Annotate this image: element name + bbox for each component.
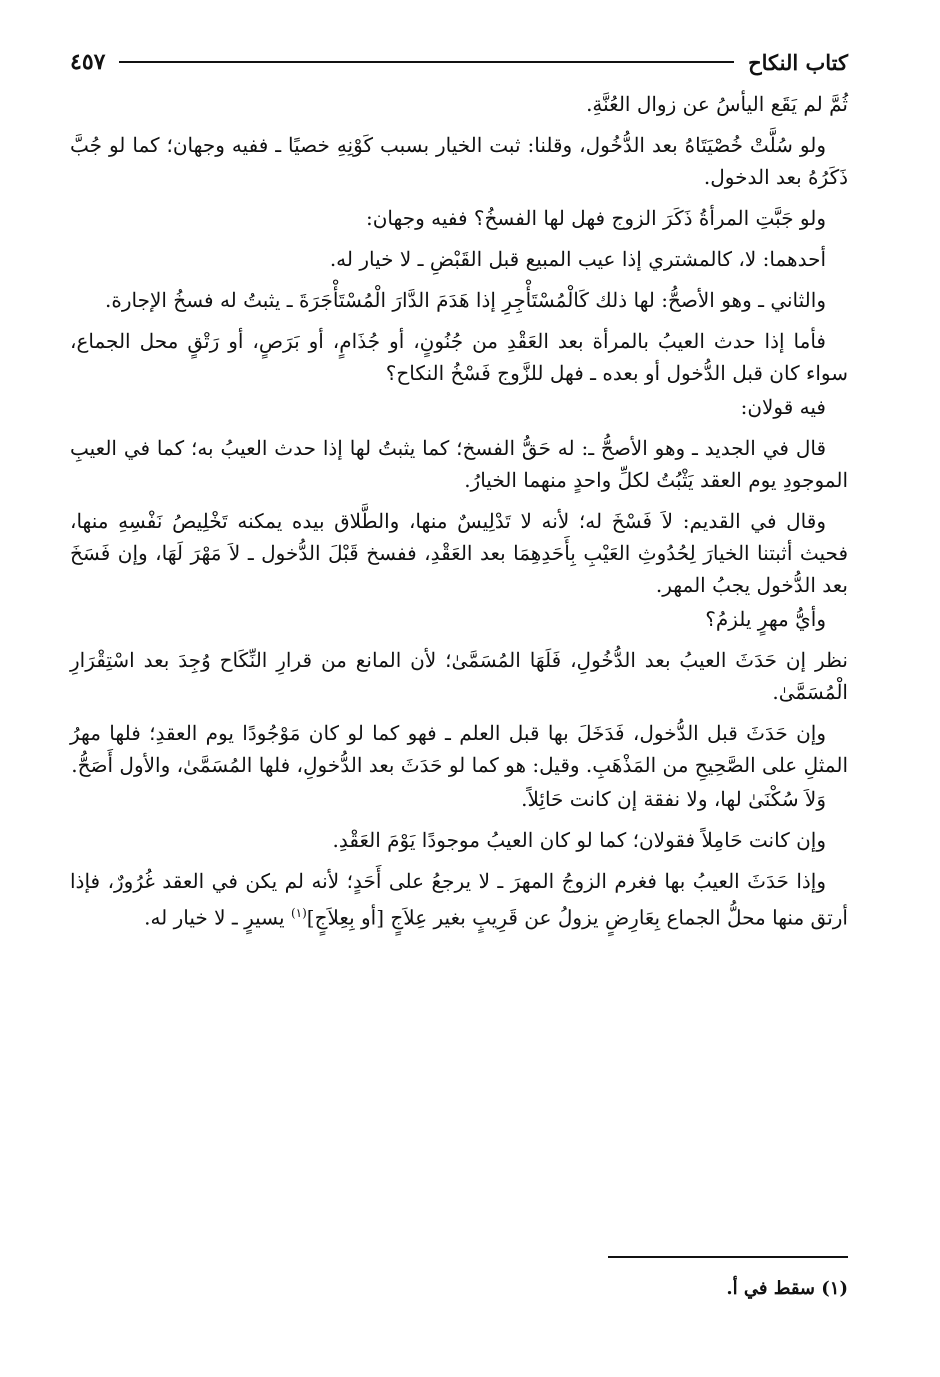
paragraph: والثاني ـ وهو الأصحُّ: لها ذلك كَالْمُسْتَأْجِرِ إذا هَدَمَ الدَّارَ الْمُسْتَأْجَرَةَ ـ يثبتُ له فسخُ الإجارة. <box>105 288 826 312</box>
header-rule <box>119 61 734 63</box>
paragraph <box>70 865 848 934</box>
page-number: ٤٥٧ <box>70 49 106 75</box>
paragraph-text: وإذا حَدَثَ العيبُ بها فغرم الزوجُ المهرَ ـ لا يرجعُ على أَحَدٍ؛ لأنه لم يكن في العقد غُرُورٌ، فإذا أرتق منها محلُّ الجماع بِعَارِضٍ يزولُ عن قَرِيبٍ بغير عِلاَجٍ [أو بِعِلاَجٍ] <box>70 869 848 930</box>
footnote-rule <box>608 1256 848 1258</box>
paragraph: فيه قولان: <box>740 395 826 419</box>
paragraph: ولو جَبَّتِ المرأةُ ذَكَرَ الزوج فهل لها الفسخُ؟ ففيه وجهان: <box>366 206 826 230</box>
paragraph: فأما إذا حدث العيبُ بالمرأة بعد العَقْدِ من جُنُونٍ، أو جُذَامٍ، أو بَرَصٍ، أو رَتْقٍ محل الجماع، سواء كان قبل الدُّخول أو بعده ـ فهل للزَّوج فَسْخُ النكاح؟ <box>70 329 848 385</box>
footnote: (١) سقط في أ. <box>726 1278 848 1299</box>
running-header <box>70 40 848 84</box>
page-body <box>70 88 848 934</box>
paragraph: وأيُّ مهرٍ يلزمُ؟ <box>705 607 826 631</box>
footnotes <box>70 1256 848 1299</box>
paragraph: نظر إن حَدَثَ العيبُ بعد الدُّخُولِ، فَلَهَا المُسَمَّىٰ؛ لأن المانع من قرارِ النِّكَاح وُجِدَ بعد اسْتِقْرَارِ الْمُسَمَّىٰ. <box>70 648 848 704</box>
paragraph: وإن كانت حَامِلاً فقولان؛ كما لو كان العيبُ موجودًا يَوْمَ العَقْدِ. <box>332 828 826 852</box>
paragraph: ثُمَّ لم يَقَع اليأسُ عن زوال العُنَّةِ. <box>586 92 848 116</box>
paragraph: ولو سُلَّتْ خُصْيَتَاهُ بعد الدُّخُول، وقلنا: ثبت الخيار بسبب كَوْنِهِ خصيًا ـ ففيه وجهان؛ كما لو جُبَّ ذَكَرُهُ بعد الدخول. <box>70 133 848 189</box>
paragraph: أحدهما: لا، كالمشتري إذا عيب المبيع قبل القَبْضِ ـ لا خيار له. <box>329 247 826 271</box>
paragraph-text-continued: يسيرٍ ـ لا خيار له. <box>144 905 291 930</box>
paragraph: وَلاَ سُكْنَىٰ لها، ولا نفقة إن كانت حَائِلاً. <box>521 787 826 811</box>
paragraph: وإن حَدَثَ قبل الدُّخول، فَدَخَلَ بها قبل العلم ـ فهو كما لو كان مَوْجُودًا يوم العقدِ؛ فلها مهرُ المثلِ على الصَّحِيحِ من المَذْهَبِ. وقيل: هو كما لو حَدَثَ بعد الدُّخولِ، فلها المُسَمَّىٰ، والأول أَصَحُّ. <box>70 721 848 777</box>
paragraph: وقال في القديم: لاَ فَسْخَ له؛ لأنه لا تَدْلِيسٌ منها، والطَّلاق بيده يمكنه تَخْلِيصُ نَفْسِهِ منها، فحيث أثبتنا الخيارَ لِحُدُوثِ العَيْبِ بِأَحَدِهِمَا بعد العَقْدِ، ففسخ قَبْلَ الدُّخول ـ لاَ مَهْرَ لَهَا، وإن فَسَخَ بعد الدُّخول يجبُ المهر. <box>70 509 848 597</box>
book-title: كتاب النكاح <box>748 49 848 75</box>
paragraph: قال في الجديد ـ وهو الأصحُّ ـ: له حَقُّ الفسخ؛ كما يثبتُ لها إذا حدث العيبُ به؛ كما في العيبِ الموجودِ يوم العقد يَثْبُتُ لكلِّ واحدٍ منهما الخيارُ. <box>70 436 848 492</box>
footnote-ref: (١) <box>290 906 307 920</box>
